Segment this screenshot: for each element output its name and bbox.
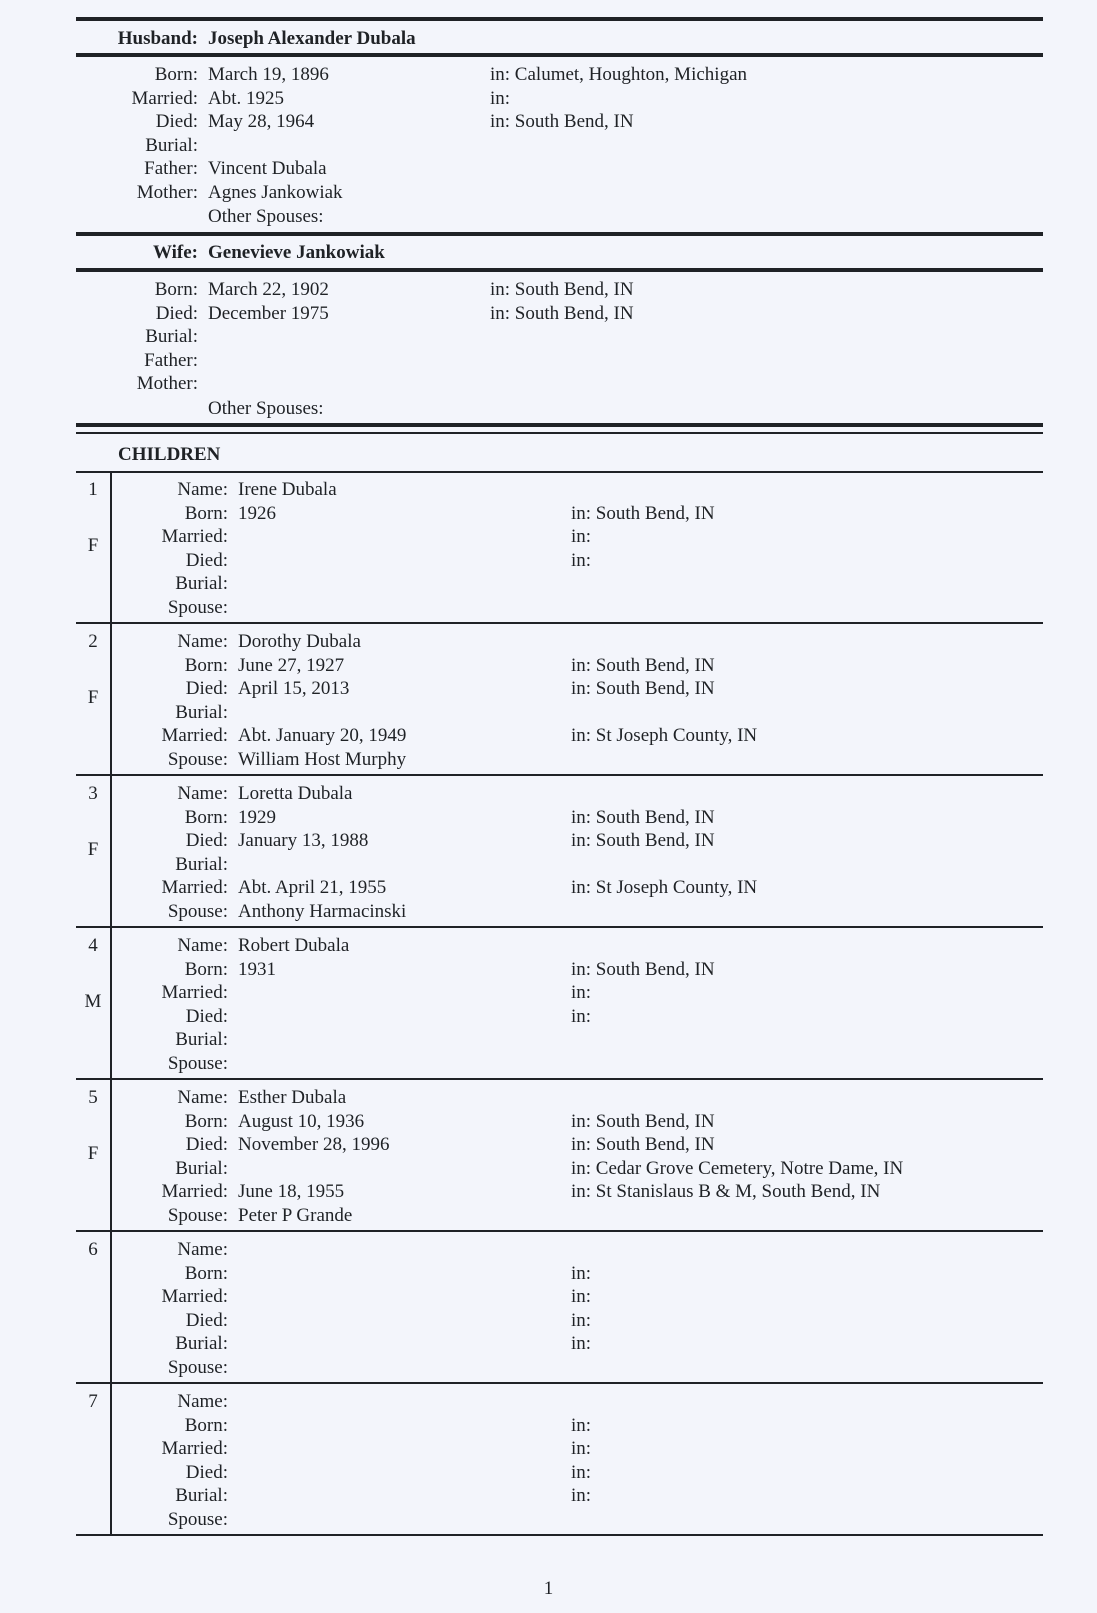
child-fact-label: Spouse: bbox=[167, 1357, 228, 1378]
child-fact-label: Spouse: bbox=[167, 1205, 228, 1226]
child-fact-label: Born: bbox=[184, 502, 228, 524]
divider bbox=[76, 1078, 1043, 1080]
fact-value: March 22, 1902 bbox=[208, 279, 329, 300]
child-fact-value: Abt. April 21, 1955 bbox=[238, 877, 387, 899]
child-fact-label: Born: bbox=[184, 1414, 228, 1436]
fact-value: May 28, 1964 bbox=[208, 111, 315, 132]
child-fact-place: in: St Joseph County, IN bbox=[571, 877, 758, 899]
fact-label: Mother: bbox=[136, 181, 198, 203]
child-fact-place: in: bbox=[571, 1438, 592, 1460]
child-sex: F bbox=[87, 1143, 99, 1164]
child-fact-value: Loretta Dubala bbox=[238, 783, 353, 804]
divider bbox=[76, 53, 1043, 57]
child-fact-label: Married: bbox=[161, 1438, 228, 1460]
child-fact-label: Name: bbox=[177, 631, 228, 652]
fact-label: Died: bbox=[155, 302, 198, 324]
child-fact-label: Burial: bbox=[175, 573, 228, 595]
fact-value: Agnes Jankowiak bbox=[208, 181, 343, 203]
child-fact-label: Died: bbox=[185, 830, 228, 852]
child-fact-place: in: St Joseph County, IN bbox=[571, 725, 758, 747]
divider bbox=[76, 232, 1043, 236]
child-fact-place: in: South Bend, IN bbox=[571, 830, 715, 852]
child-fact-place: in: South Bend, IN bbox=[571, 958, 715, 980]
child-fact-label: Burial: bbox=[175, 1029, 228, 1051]
child-fact-place: in: bbox=[571, 526, 592, 548]
child-fact-place: in: bbox=[571, 1485, 592, 1507]
child-number: 6 bbox=[88, 1239, 98, 1260]
fact-value: Vincent Dubala bbox=[208, 158, 327, 179]
child-fact-value: Robert Dubala bbox=[238, 935, 350, 956]
child-fact-label: Married: bbox=[161, 1286, 228, 1308]
fact-label: Mother: bbox=[136, 373, 198, 394]
child-sex: F bbox=[87, 687, 99, 708]
child-fact-value: 1931 bbox=[238, 958, 276, 980]
fact-place: in: South Bend, IN bbox=[490, 279, 634, 300]
divider bbox=[76, 774, 1043, 776]
child-fact-place: in: bbox=[571, 1461, 592, 1483]
fact-label: Died: bbox=[155, 111, 198, 132]
fact-label: Father: bbox=[144, 349, 198, 371]
fact-label: Father: bbox=[144, 158, 198, 179]
wife-other-spouses: Other Spouses: bbox=[208, 398, 324, 419]
divider bbox=[76, 622, 1043, 624]
child-fact-value: April 15, 2013 bbox=[238, 678, 350, 700]
child-fact-value: August 10, 1936 bbox=[238, 1110, 365, 1132]
child-fact-label: Died: bbox=[185, 1005, 228, 1027]
child-fact-label: Spouse: bbox=[167, 1053, 228, 1074]
child-number: 7 bbox=[88, 1391, 98, 1412]
child-fact-label: Born: bbox=[184, 1110, 228, 1132]
child-fact-value: Irene Dubala bbox=[238, 479, 337, 500]
child-fact-label: Born: bbox=[184, 806, 228, 828]
fact-label: Married: bbox=[131, 87, 198, 109]
child-fact-place: in: South Bend, IN bbox=[571, 502, 715, 524]
child-fact-place: in: St Stanislaus B & M, South Bend, IN bbox=[571, 1181, 881, 1203]
child-fact-label: Married: bbox=[161, 1181, 228, 1203]
child-fact-label: Spouse: bbox=[167, 1509, 228, 1530]
child-fact-label: Name: bbox=[177, 1391, 228, 1412]
child-number: 5 bbox=[88, 1087, 98, 1108]
fact-value: December 1975 bbox=[208, 302, 329, 324]
fact-value: Abt. 1925 bbox=[208, 87, 284, 109]
child-fact-label: Burial: bbox=[175, 1157, 228, 1179]
divider bbox=[76, 1534, 1043, 1536]
child-fact-label: Burial: bbox=[175, 1485, 228, 1507]
child-sex: M bbox=[84, 991, 102, 1012]
fact-label: Born: bbox=[154, 279, 198, 300]
child-fact-label: Name: bbox=[177, 1239, 228, 1260]
child-fact-value: Esther Dubala bbox=[238, 1087, 347, 1108]
child-fact-place: in: South Bend, IN bbox=[571, 678, 715, 700]
child-fact-place: in: bbox=[571, 1262, 592, 1284]
child-fact-place: in: South Bend, IN bbox=[571, 1134, 715, 1156]
child-fact-place: in: bbox=[571, 1286, 592, 1308]
divider bbox=[76, 471, 1043, 473]
child-fact-value: June 18, 1955 bbox=[238, 1181, 345, 1203]
child-number: 4 bbox=[88, 935, 98, 956]
child-fact-place: in: bbox=[571, 1414, 592, 1436]
child-fact-place: in: South Bend, IN bbox=[571, 806, 715, 828]
child-fact-value: 1926 bbox=[238, 502, 276, 524]
child-fact-place: in: bbox=[571, 549, 592, 571]
child-fact-label: Born: bbox=[184, 958, 228, 980]
child-fact-label: Burial: bbox=[175, 1333, 228, 1355]
child-fact-place: in: bbox=[571, 1309, 592, 1331]
child-fact-label: Married: bbox=[161, 982, 228, 1004]
child-fact-label: Spouse: bbox=[167, 597, 228, 618]
child-fact-value: Dorothy Dubala bbox=[238, 631, 361, 652]
husband-heading-label: Husband: bbox=[117, 28, 198, 49]
fact-label: Born: bbox=[154, 64, 198, 85]
child-fact-label: Died: bbox=[185, 1134, 228, 1156]
child-fact-label: Married: bbox=[161, 725, 228, 747]
fact-place: in: Calumet, Houghton, Michigan bbox=[490, 64, 748, 85]
child-fact-place: in: bbox=[571, 982, 592, 1004]
child-fact-label: Died: bbox=[185, 549, 228, 571]
child-fact-place: in: South Bend, IN bbox=[571, 654, 715, 676]
child-fact-value: Peter P Grande bbox=[238, 1205, 353, 1226]
child-fact-value: Abt. January 20, 1949 bbox=[238, 725, 407, 747]
child-fact-label: Died: bbox=[185, 1309, 228, 1331]
child-fact-value: Anthony Harmacinski bbox=[238, 901, 407, 922]
wife-name: Genevieve Jankowiak bbox=[208, 242, 385, 263]
child-fact-place: in: bbox=[571, 1005, 592, 1027]
divider bbox=[76, 926, 1043, 928]
child-number: 1 bbox=[88, 479, 98, 500]
fact-place: in: bbox=[490, 87, 511, 109]
child-fact-value: November 28, 1996 bbox=[238, 1134, 390, 1156]
child-fact-label: Died: bbox=[185, 1461, 228, 1483]
child-fact-label: Spouse: bbox=[167, 749, 228, 770]
divider bbox=[76, 423, 1043, 427]
child-fact-value: 1929 bbox=[238, 806, 276, 828]
child-fact-value: June 27, 1927 bbox=[238, 654, 345, 676]
fact-place: in: South Bend, IN bbox=[490, 111, 634, 132]
child-sex: F bbox=[87, 839, 99, 860]
child-fact-label: Name: bbox=[177, 935, 228, 956]
child-sex: F bbox=[87, 535, 99, 556]
divider bbox=[76, 1382, 1043, 1384]
child-fact-label: Spouse: bbox=[167, 901, 228, 922]
child-fact-label: Died: bbox=[185, 678, 228, 700]
child-fact-label: Name: bbox=[177, 479, 228, 500]
husband-name: Joseph Alexander Dubala bbox=[208, 28, 416, 49]
fact-label: Burial: bbox=[145, 134, 198, 156]
child-number: 2 bbox=[88, 631, 98, 652]
divider bbox=[76, 17, 1043, 21]
child-fact-label: Married: bbox=[161, 526, 228, 548]
fact-value: March 19, 1896 bbox=[208, 64, 329, 85]
child-fact-place: in: bbox=[571, 1333, 592, 1355]
child-fact-label: Burial: bbox=[175, 853, 228, 875]
child-fact-label: Name: bbox=[177, 783, 228, 804]
wife-heading-label: Wife: bbox=[152, 242, 198, 263]
fact-place: in: South Bend, IN bbox=[490, 302, 634, 324]
fact-label: Burial: bbox=[145, 326, 198, 347]
child-fact-value: William Host Murphy bbox=[238, 749, 407, 770]
divider bbox=[76, 1230, 1043, 1232]
child-fact-label: Born: bbox=[184, 654, 228, 676]
child-fact-label: Name: bbox=[177, 1087, 228, 1108]
child-fact-value: January 13, 1988 bbox=[238, 830, 369, 852]
child-number: 3 bbox=[88, 783, 98, 804]
child-fact-place: in: Cedar Grove Cemetery, Notre Dame, IN bbox=[571, 1157, 904, 1179]
children-heading: CHILDREN bbox=[118, 444, 221, 465]
husband-other-spouses: Other Spouses: bbox=[208, 206, 324, 227]
child-fact-label: Born: bbox=[184, 1262, 228, 1284]
divider bbox=[76, 432, 1043, 434]
divider bbox=[76, 268, 1043, 272]
child-fact-place: in: South Bend, IN bbox=[571, 1110, 715, 1132]
child-fact-label: Married: bbox=[161, 877, 228, 899]
page-number: 1 bbox=[543, 1578, 554, 1599]
child-fact-label: Burial: bbox=[175, 701, 228, 723]
